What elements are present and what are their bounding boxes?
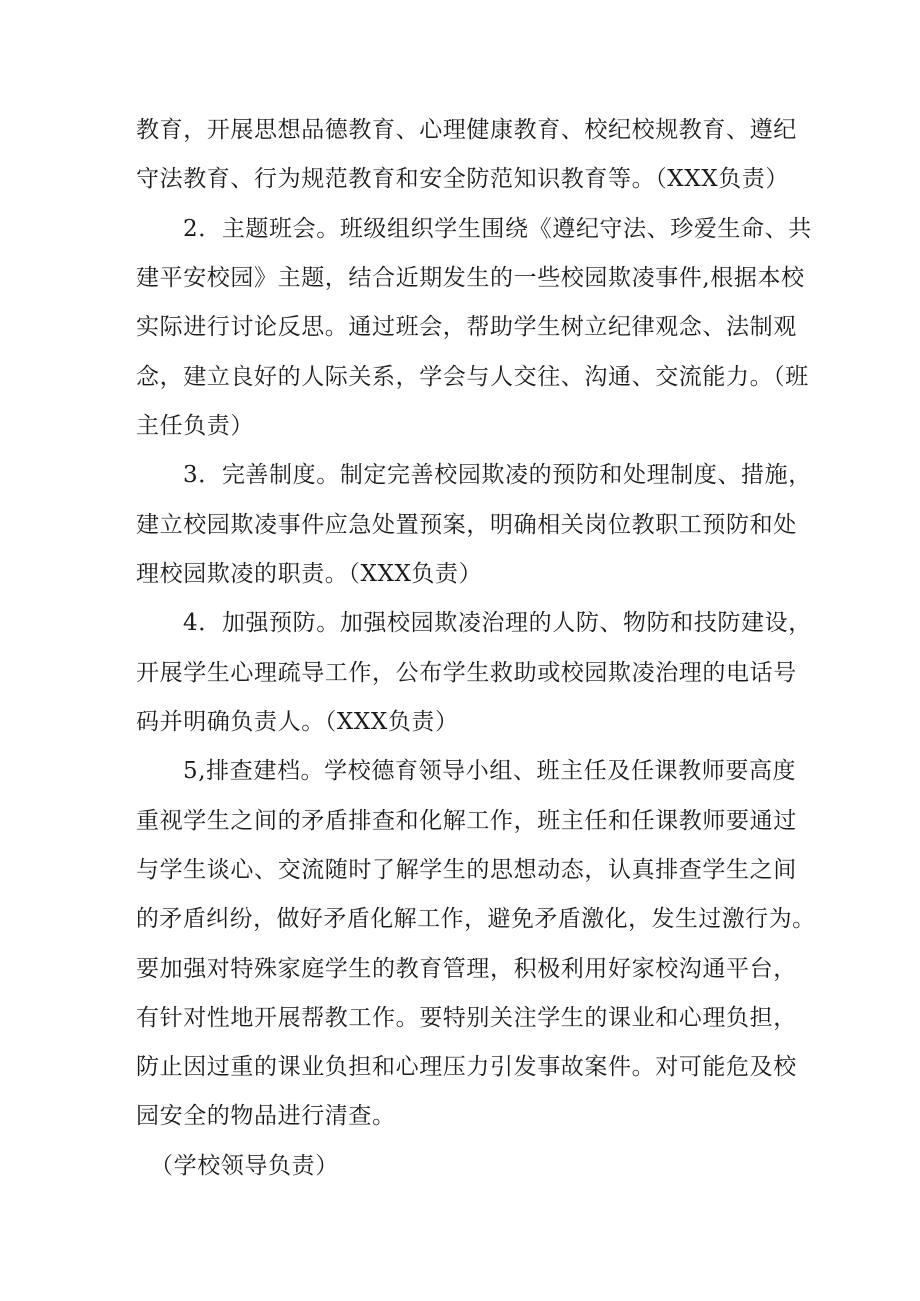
paragraph-2-heading-line: 2．主题班会。班级组织学生围绕《遵纪守法、珍爱生命、共 bbox=[183, 216, 812, 242]
paragraph-5-heading-line: 5,排查建档。学校德育领导小组、班主任及任课教师要高度 bbox=[183, 758, 797, 784]
text-line: 与学生谈心、交流随时了解学生的思想动态，认真排查学生之间 bbox=[136, 857, 797, 883]
text-line: 重视学生之间的矛盾排查和化解工作，班主任和任课教师要通过 bbox=[136, 808, 797, 834]
text-line: 的矛盾纠纷，做好矛盾化解工作，避免矛盾激化，发生过激行为。 bbox=[136, 906, 816, 932]
responsibility-note: （学校领导负责） bbox=[150, 1153, 339, 1179]
paragraph-3-heading-line: 3．完善制度。制定完善校园欺凌的预防和处理制度、措施， bbox=[183, 462, 812, 488]
text-line: 念，建立良好的人际关系，学会与人交往、沟通、交流能力。（班 bbox=[136, 364, 809, 390]
text-line: 开展学生心理疏导工作，公布学生救助或校园欺凌治理的电话号 bbox=[136, 660, 797, 686]
paragraph-4-heading-line: 4．加强预防。加强校园欺凌治理的人防、物防和技防建设， bbox=[183, 610, 812, 636]
text-line: 主任负责） bbox=[136, 413, 254, 439]
text-line: 防止因过重的课业负担和心理压力引发事故案件。对可能危及校 bbox=[136, 1054, 797, 1080]
text-line: 码并明确负责人。（XXX负责） bbox=[136, 709, 459, 735]
text-line: 要加强对特殊家庭学生的教育管理，积极利用好家校沟通平台， bbox=[136, 956, 797, 982]
text-line: 实际进行讨论反思。通过班会，帮助学生树立纪律观念、法制观 bbox=[136, 314, 797, 340]
text-line: 理校园欺凌的职责。（XXX负责） bbox=[136, 561, 483, 587]
text-line: 建平安校园》主题，结合近期发生的一些校园欺凌事件,根据本校 bbox=[136, 265, 805, 291]
text-line: 教育，开展思想品德教育、心理健康教育、校纪校规教育、遵纪 bbox=[136, 117, 797, 143]
text-line: 园安全的物品进行清查。 bbox=[136, 1103, 396, 1129]
text-line: 建立校园欺凌事件应急处置预案，明确相关岗位教职工预防和处 bbox=[136, 512, 797, 538]
text-line: 有针对性地开展帮教工作。要特别关注学生的课业和心理负担， bbox=[136, 1005, 797, 1031]
text-line: 守法教育、行为规范教育和安全防范知识教育等。（XXX负责） bbox=[136, 166, 790, 192]
